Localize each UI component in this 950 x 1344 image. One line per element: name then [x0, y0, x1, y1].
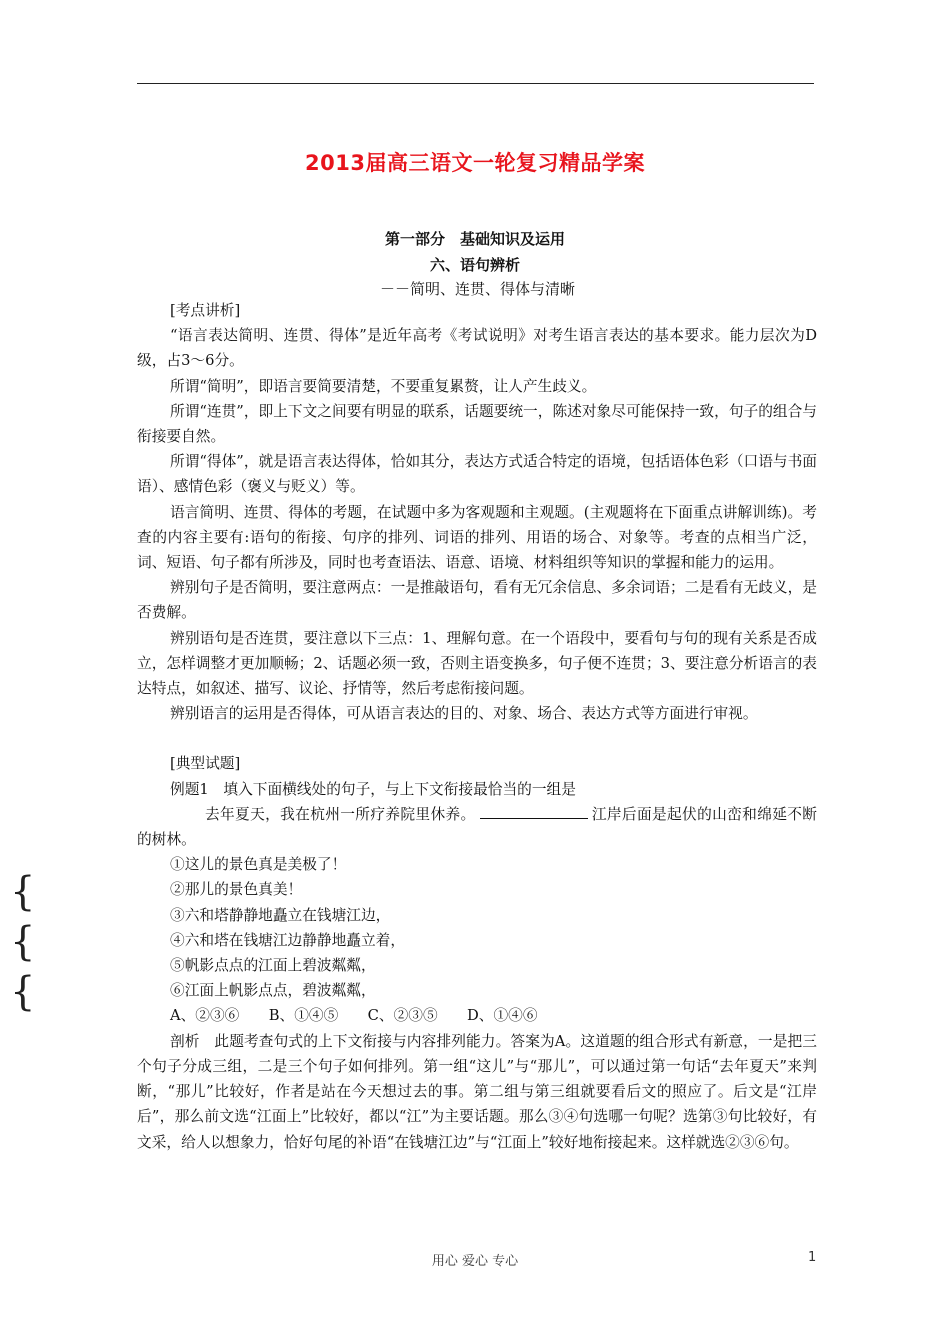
answer-choices: A、②③⑥ B、①④⑤ C、②③⑤ D、①④⑥ [170, 1007, 538, 1025]
option-item: ②那儿的景色真美！ [170, 881, 303, 899]
paragraph: “语言表达简明、连贯、得体”是近年高考《考试说明》对考生语言表达的基本要求。能力层次为D级，占3～6分。 [137, 327, 817, 370]
option-item: ⑥江面上帆影点点，碧波粼粼， [170, 982, 376, 1000]
option-item: ①这儿的景色真是美极了！ [170, 856, 347, 874]
part-heading: 第一部分 基础知识及运用 [384, 230, 565, 248]
section-heading: 六、语句辨析 [429, 256, 520, 274]
page-number: 1 [808, 1250, 817, 1265]
fill-blank [480, 804, 588, 819]
paragraph: 辨别语言的运用是否得体，可从语言表达的目的、对象、场合、表达方式等方面进行审视。 [170, 705, 758, 723]
document-body [137, 298, 817, 1155]
header-rule [137, 83, 814, 84]
option-item: ⑤帆影点点的江面上碧波粼粼， [170, 957, 376, 975]
paragraph: 所谓“得体”，就是语言表达得体，恰如其分，表达方式适合特定的语境，包括语体色彩（口语与书面语）、感情色彩（褒义与贬义）等。 [137, 453, 817, 496]
document-title: 2013届高三语文一轮复习精品学案 [305, 151, 645, 175]
example-stem: 例题1 填入下面横线处的句子，与上下文衔接最恰当的一组是 [170, 780, 576, 798]
brace-group-2: { [10, 919, 36, 965]
paragraph: 辨别句子是否简明，要注意两点：一是推敲语句，看有无冗余信息、多余词语；二是看有无歧义，是否费解。 [137, 579, 817, 622]
section-subtitle: －－简明、连贯、得体与清晰 [380, 280, 576, 298]
analysis-paragraph: 剖析 此题考查句式的上下文衔接与内容排列能力。答案为A。这道题的组合形式有新意，一是把三个句子分成三组，二是三个句子如何排列。第一组“这儿”与“那儿”，可以通过第一句话“去年夏天”来判断，“那儿”比较好，作者是站在今天想过去的事。第二组与第三组就要看后文的照应了。后文是“江岸后”，那么前文选“江面上”比较好，都以“江”为主要话题。那么③④句选哪一句呢？选第③句比较好，有文采，给人以想象力，恰好句尾的补语“在钱塘江边”与“江面上”较好地衔接起来。这样就选②③⑥句。 [137, 1032, 817, 1151]
example-text [137, 802, 817, 852]
kaodian-label: [考点讲析] [170, 302, 241, 319]
paragraph: 所谓“简明”，即语言要简要清楚，不要重复累赘，让人产生歧义。 [170, 377, 597, 395]
brace-group-3: { [10, 969, 36, 1015]
paragraph: 所谓“连贯”，即上下文之间要有明显的联系，话题要统一，陈述对象尽可能保持一致，句子的组合与衔接要自然。 [137, 402, 817, 446]
footer-motto: 用心 爱心 专心 [431, 1254, 519, 1269]
option-item: ④六和塔在钱塘江边静静地矗立着， [170, 931, 406, 949]
dianxing-label: [典型试题] [170, 755, 241, 773]
paragraph: 语言简明、连贯、得体的考题，在试题中多为客观题和主观题。(主观题将在下面重点讲解训练)。考查的内容主要有:语句的衔接、句序的排列、词语的排列、用语的场合、对象等。考查的点相当广泛，词、短语、句子都有所涉及，同时也考查语法、语意、语境、材料组织等知识的掌握和能力的运用。 [137, 503, 817, 572]
example-text-before: 去年夏天，我在杭州一所疗养院里休养。 [205, 805, 476, 823]
brace-group-1: { [10, 869, 36, 915]
example-text-after: 江岸后面是起伏的山峦和绵延不断的树林。 [137, 805, 817, 849]
option-item: ③六和塔静静地矗立在钱塘江边， [170, 906, 391, 924]
paragraph: 辨别语句是否连贯，要注意以下三点：1、理解句意。在一个语段中，要看句与句的现有关系是否成立，怎样调整才更加顺畅；2、话题必须一致，否则主语变换多，句子便不连贯；3、要注意分析语言的表达特点，如叙述、描写、议论、抒情等，然后考虑衔接问题。 [137, 629, 817, 698]
